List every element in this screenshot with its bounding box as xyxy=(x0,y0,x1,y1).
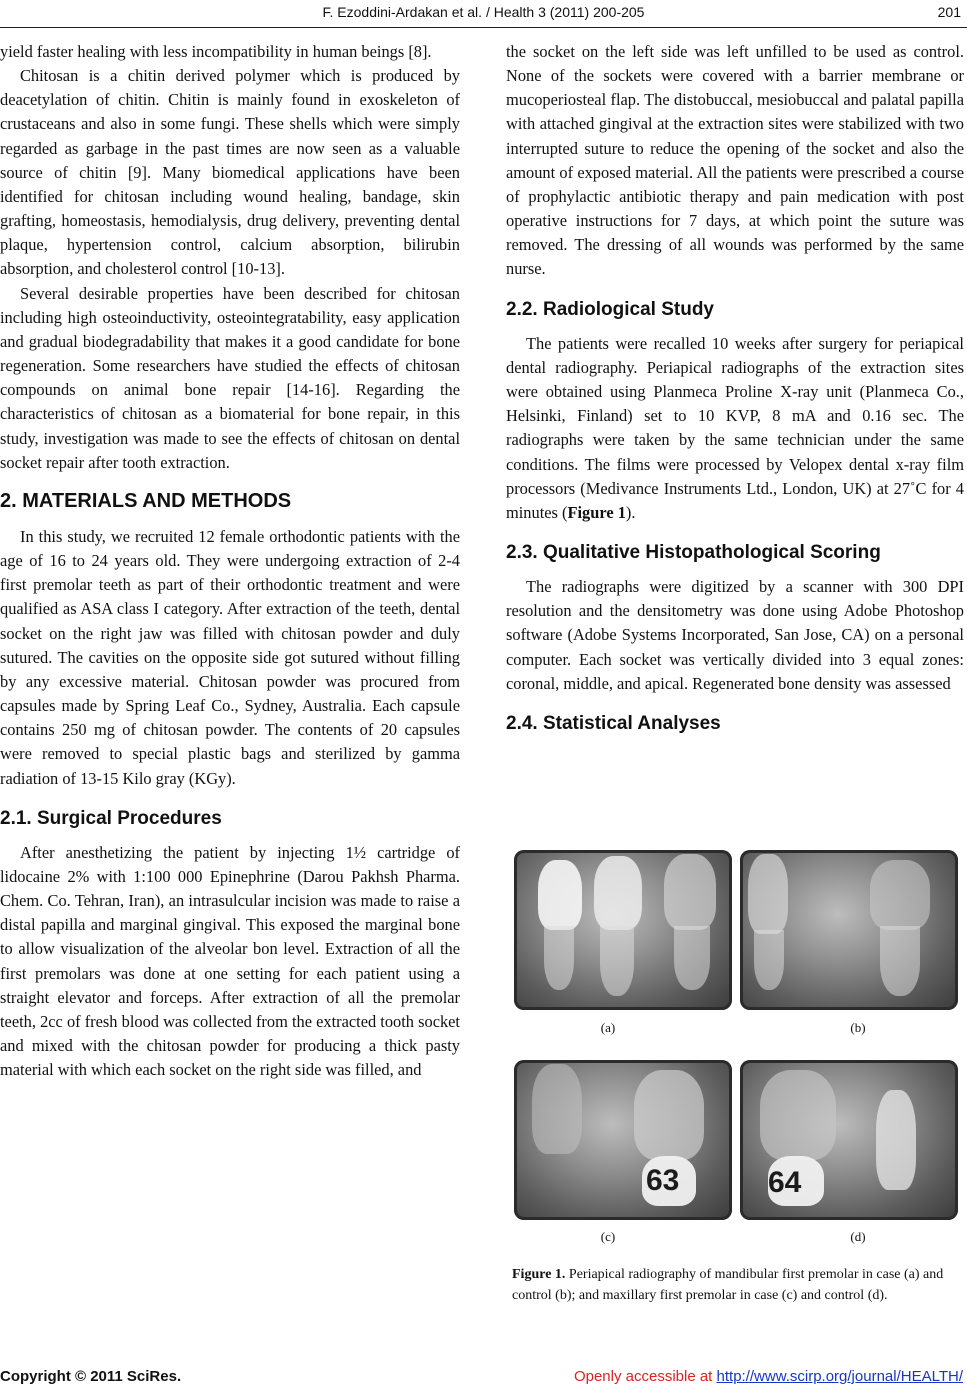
figure-label-b: (b) xyxy=(850,1020,866,1035)
running-header-title: F. Ezoddini-Ardakan et al. / Health 3 (2011) 200-205 xyxy=(322,4,645,20)
copyright-notice: Copyright © 2011 SciRes. xyxy=(0,1368,182,1385)
left-column xyxy=(0,40,460,1082)
paragraph: Several desirable properties have been described for chitosan including high osteoinductivity, osteointegratability, easy application and gradual biodegradability that makes it a good candidate for bone regeneration. Some researchers have studied the effects of chitosan compounds on animal bone repair [14-16]. Regarding the characteristics of chitosan as a biomaterial for bone repair, in this study, investigation was made to see the effects of chitosan on dental socket repair after tooth extraction. xyxy=(0,283,460,472)
paragraph xyxy=(506,332,964,525)
figure-caption xyxy=(512,1264,960,1306)
caption-text: Periapical radiography of mandibular first premolar in case (a) and control (b); and maxillary first premolar in case (c) and control (d). xyxy=(512,1267,944,1303)
radiograph-a xyxy=(514,850,732,1010)
radiograph-c xyxy=(514,1060,732,1220)
section-heading-methods: 2. MATERIALS AND METHODS xyxy=(0,489,292,512)
section-heading-radiological: 2.2. Radiological Study xyxy=(506,298,714,320)
radiograph-d xyxy=(740,1060,958,1220)
radiograph-b xyxy=(740,850,958,1010)
paragraph-text: ). xyxy=(625,502,636,522)
figure-label-c: (c) xyxy=(600,1229,616,1244)
paragraph: The radiographs were digitized by a scanner with 300 DPI resolution and the densitometry was done using Adobe Photoshop software (Adobe Systems Incorporated, San Jose, CA) on a personal computer. Each socket was vertically divided into 3 equal zones: coronal, middle, and apical. Regenerated bone density was assessed xyxy=(506,577,964,693)
caption-label: Figure 1. xyxy=(512,1267,566,1282)
section-heading-statistical: 2.4. Statistical Analyses xyxy=(506,712,721,734)
paragraph: After anesthetizing the patient by injecting 1½ cartridge of lidocaine 2% with 1:100 000 Epinephrine (Darou Pakhsh Pharma. Chem. Co. Tehran, Iran), an intrasulcular incision was made to raise a distal papilla and marginal gingival. This exposed the marginal bone to allow visualization of the alveolar bon level. Extraction of all the first premolars was done at one setting for each patient using a straight elevator and forceps. After extraction of all the premolar teeth, 2cc of fresh blood was collected from the extracted tooth socket and mixed with the chitosan powder for producing a thick pasty material with which each socket on the right side was filled, and xyxy=(0,842,460,1080)
paragraph: Chitosan is a chitin derived polymer which is produced by deacetylation of chitin. Chitin is mainly found in exoskeleton of crustaceans and also in some fungi. These shells which were simply regarded as garbage in the past times are now seen as a valuable source of chitin [9]. Many biomedical applications have been identified for chitosan including wound healing, bandage, skin grafting, homeostasis, hemodialysis, drug delivery, preventing dental plaque, hypertension control, calcium absorption, bilirubin absorption, and cholesterol control [10-13]. xyxy=(0,66,460,279)
journal-url-link[interactable]: http://www.scirp.org/journal/HEALTH/ xyxy=(716,1368,963,1385)
paragraph: the socket on the left side was left unfilled to be used as control. None of the sockets were covered with a barrier membrane or mucoperiosteal flap. The distobuccal, mesiobuccal and palatal papilla with attached gingival at the extraction sites were stabilized with two interrupted suture to reduce the opening of the socket and also the amount of exposed material. All the patients were prescribed a course of prophylactic antibiotic therapy and pain medication with post operative instructions for 7 days, at which point the suture was removed. The dressing of all wounds was performed by the same nurse. xyxy=(506,42,964,279)
open-access-notice xyxy=(574,1368,963,1385)
paragraph: yield faster healing with less incompatibility in human beings [8]. xyxy=(0,42,432,61)
film-number-c: 63 xyxy=(646,1164,680,1197)
paragraph: In this study, we recruited 12 female orthodontic patients with the age of 16 to 24 years old. They were undergoing extraction of 2-4 first premolar teeth as part of their orthodontic treatment and were qualified as ASA class I category. After extraction of the teeth, dental socket on the right jaw was filled with chitosan powder and duly sutured. The cavities on the opposite side got sutured without filling by any excessive material. Chitosan powder was procured from capsules made by Spring Leaf Co., Sydney, Australia. Each capsule contains 250 mg of chitosan powder. The contents of 20 capsules were removed to special plastic bags and sterilized by gamma radiation of 13-15 Kilo gray (KGy). xyxy=(0,526,460,788)
header-rule xyxy=(0,27,967,28)
open-access-text: Openly accessible at xyxy=(573,1368,717,1385)
paragraph-text: The patients were recalled 10 weeks after surgery for periapical dental radiography. Periapical radiographs of the extraction sites were obtained using Planmeca Proline X-ray unit (Planmeca Co., Helsinki, Finland) set to 10 KVP, 8 mA and 0.16 sec. The radiographs were taken by the same technician under the same conditions. The films were processed by Velopex dental x-ray film processors (Medivance Instruments Ltd., London, UK) at 27˚C for 4 minutes ( xyxy=(506,333,964,522)
right-column xyxy=(506,40,964,746)
page-number: 201 xyxy=(937,4,961,20)
section-heading-surgical: 2.1. Surgical Procedures xyxy=(0,807,222,829)
figure-label-d: (d) xyxy=(850,1229,866,1244)
running-header xyxy=(0,4,967,28)
film-number-d: 64 xyxy=(768,1166,802,1199)
figure-reference-link[interactable]: Figure 1 xyxy=(567,502,626,522)
figure-label-a: (a) xyxy=(600,1020,616,1035)
section-heading-qualitative: 2.3. Qualitative Histopathological Scoring xyxy=(506,541,881,563)
